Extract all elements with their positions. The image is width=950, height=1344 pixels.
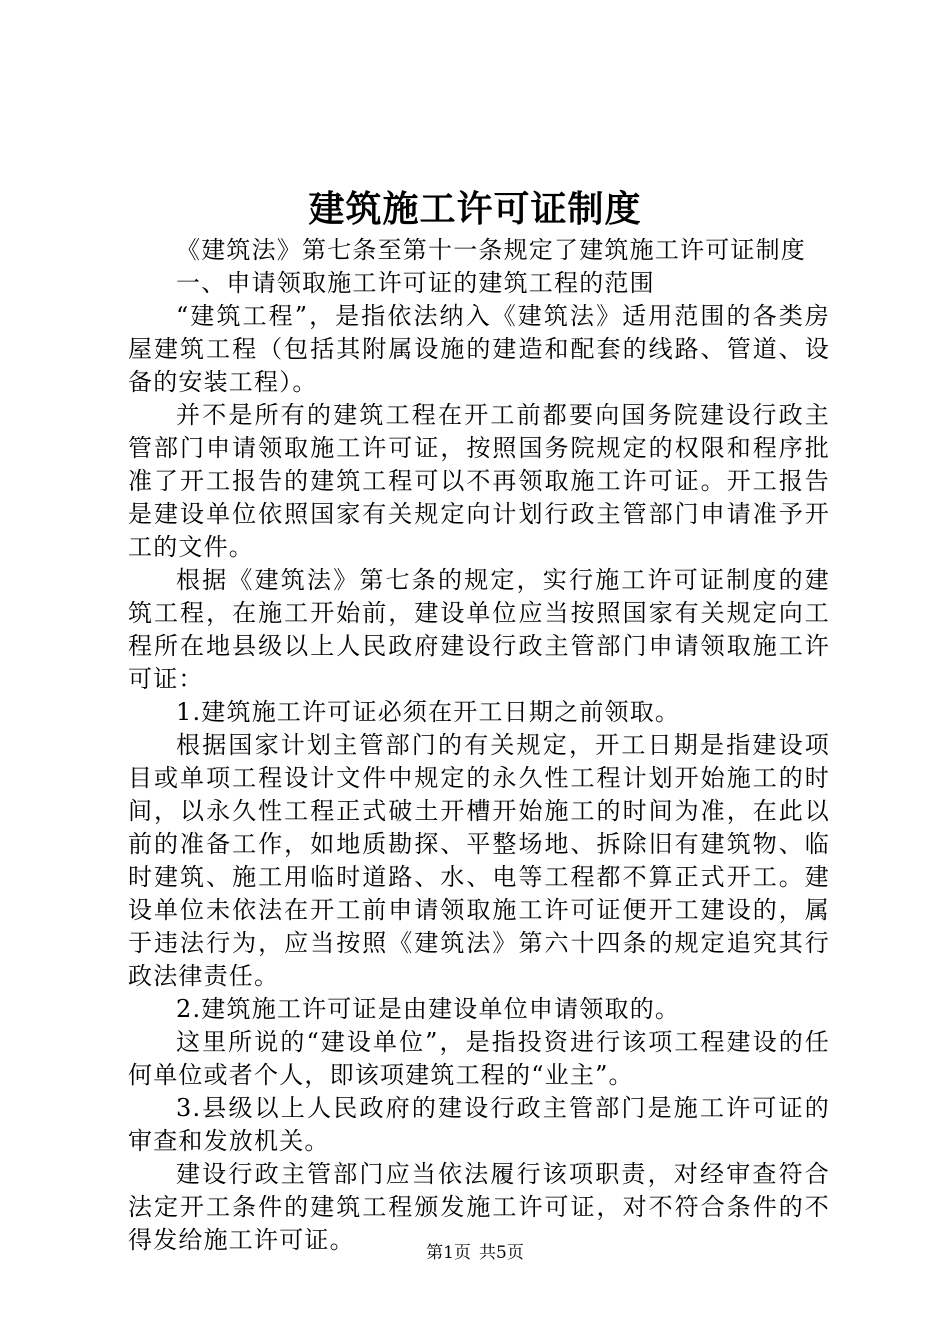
page-total: 共5页 (479, 1243, 524, 1263)
list-item-heading: 3.县级以上人民政府的建设行政主管部门是施工许可证的审查和发放机关。 (128, 1094, 830, 1155)
paragraph: 这里所说的“建设单位”，是指投资进行该项工程建设的任何单位或者个人，即该项建筑工程的“业主”。 (128, 1028, 830, 1089)
paragraph: 并不是所有的建筑工程在开工前都要向国务院建设行政主管部门申请领取施工许可证，按照国务院规定的权限和程序批准了开工报告的建筑工程可以不再领取施工许可证。开工报告是建设单位依照国家有关规定向计划行政主管部门申请准予开工的文件。 (128, 401, 830, 561)
document-body (128, 234, 830, 1257)
paragraph: 根据国家计划主管部门的有关规定，开工日期是指建设项目或单项工程设计文件中规定的永久性工程计划开始施工的时间，以永久性工程正式破土开槽开始施工的时间为准，在此以前的准备工作，如地质勘探、平整场地、拆除旧有建筑物、临时建筑、施工用临时道路、水、电等工程都不算正式开工。建设单位未依法在开工前申请领取施工许可证便开工建设的，属于违法行为，应当按照《建筑法》第六十四条的规定追究其行政法律责任。 (128, 731, 830, 990)
document-title: 建筑施工许可证制度 (308, 188, 642, 230)
list-item-heading: 1.建筑施工许可证必须在开工日期之前领取。 (176, 698, 681, 726)
paragraph: “建筑工程”，是指依法纳入《建筑法》适用范围的各类房屋建筑工程（包括其附属设施的建造和配套的线路、管道、设备的安装工程）。 (128, 302, 830, 396)
page-number: 第1页 (426, 1243, 471, 1263)
paragraph: 根据《建筑法》第七条的规定，实行施工许可证制度的建筑工程，在施工开始前，建设单位应当按照国家有关规定向工程所在地县级以上人民政府建设行政主管部门申请领取施工许可证： (128, 566, 830, 693)
paragraph: 建设行政主管部门应当依法履行该项职责，对经审查符合法定开工条件的建筑工程颁发施工许可证，对不符合条件的不得发给施工许可证。 (128, 1160, 830, 1254)
paragraph-intro: 《建筑法》第七条至第十一条规定了建筑施工许可证制度 (176, 236, 806, 264)
list-item-heading: 2.建筑施工许可证是由建设单位申请领取的。 (176, 995, 681, 1023)
page-footer (0, 1241, 950, 1265)
section-heading: 一、申请领取施工许可证的建筑工程的范围 (176, 269, 655, 297)
